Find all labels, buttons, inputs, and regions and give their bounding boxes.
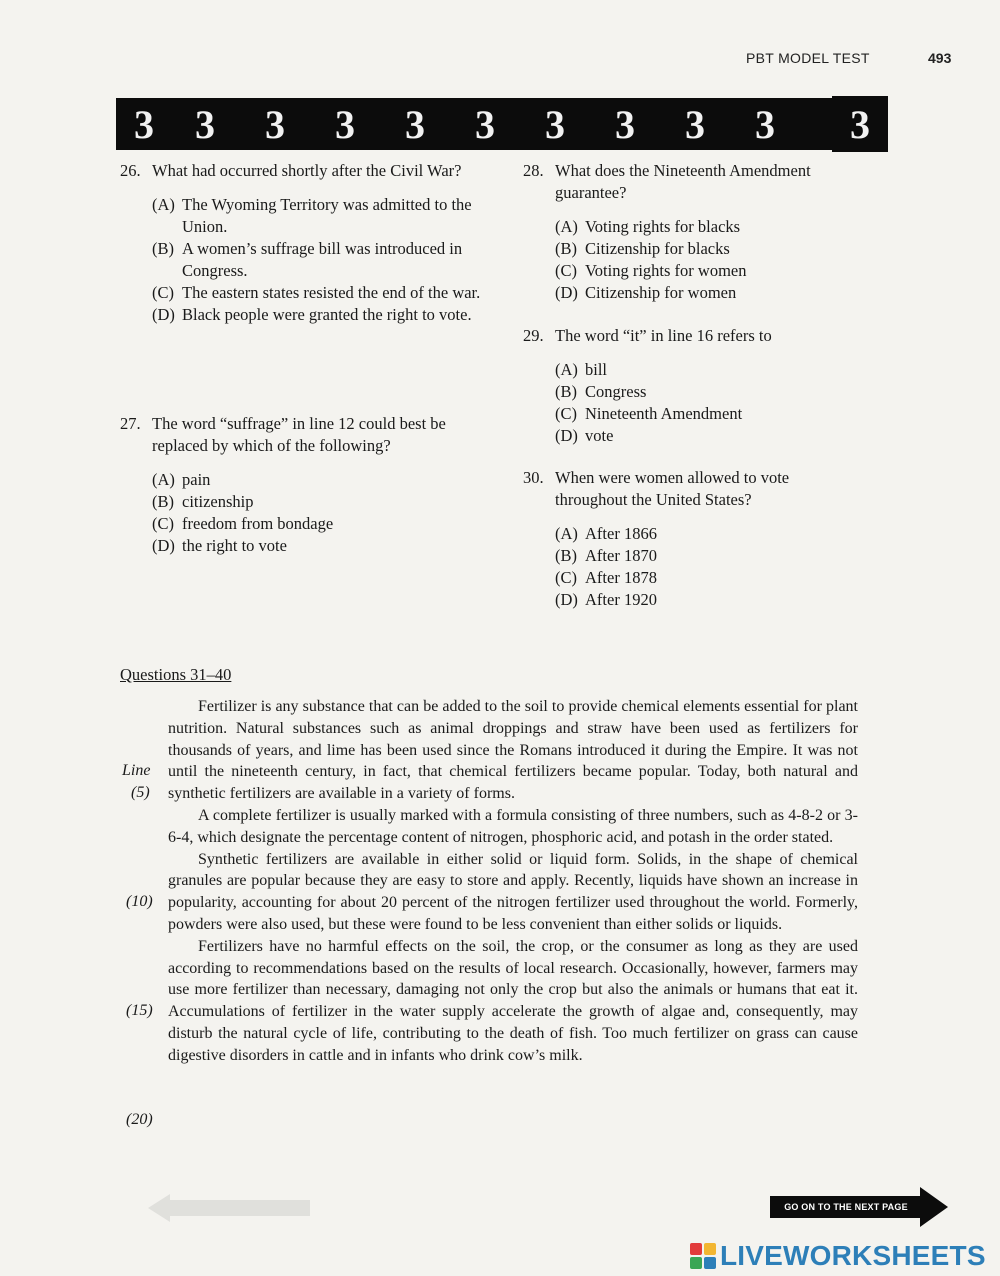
question-text: When were women allowed to vote throughout the United States?: [555, 468, 790, 509]
page-number: 493: [928, 50, 952, 66]
option-letter: (A): [555, 360, 578, 379]
answer-option[interactable]: [555, 359, 903, 381]
option-letter: (D): [555, 426, 578, 445]
section-number-last: 3: [832, 96, 888, 152]
option-letter: (C): [555, 568, 577, 587]
answer-option[interactable]: [555, 589, 903, 611]
option-letter: (A): [152, 470, 175, 489]
option-letter: (A): [152, 195, 175, 214]
question-30: [523, 467, 903, 611]
passage-paragraph: A complete fertilizer is usually marked with a formula consisting of three numbers, such as 4-8-2 or 3-6-4, which designate the percentage content of nitrogen, phosphoric acid, and potash in the order stated.: [168, 806, 858, 846]
section-number: 3: [685, 101, 705, 147]
answer-options: [152, 194, 500, 326]
option-letter: (D): [555, 590, 578, 609]
option-text: After 1870: [585, 546, 657, 565]
option-text: freedom from bondage: [182, 514, 334, 533]
option-text: vote: [585, 426, 614, 445]
answer-option[interactable]: [555, 282, 903, 304]
answer-options: [555, 216, 903, 304]
option-text: After 1878: [585, 568, 657, 587]
question-number: 27.: [120, 414, 141, 433]
line-marker: (10): [126, 893, 153, 910]
option-text: Citizenship for blacks: [585, 239, 730, 258]
answer-option[interactable]: [152, 238, 500, 282]
answer-option[interactable]: [555, 403, 903, 425]
option-letter: (B): [555, 382, 577, 401]
option-text: The Wyoming Territory was admitted to the Union.: [182, 195, 472, 236]
question-29: [523, 325, 903, 447]
option-text: the right to vote: [182, 536, 287, 555]
option-text: citizenship: [182, 492, 254, 511]
option-letter: (A): [555, 524, 578, 543]
option-text: After 1866: [585, 524, 657, 543]
answer-option[interactable]: [152, 282, 500, 304]
option-letter: (B): [555, 239, 577, 258]
option-letter: (B): [555, 546, 577, 565]
answer-option[interactable]: [152, 304, 500, 326]
option-text: Congress: [585, 382, 647, 401]
answer-option[interactable]: [555, 425, 903, 447]
question-number: 28.: [523, 161, 544, 180]
line-marker: Line: [122, 762, 151, 779]
option-letter: (C): [152, 514, 174, 533]
option-letter: (D): [152, 305, 175, 324]
option-letter: (B): [152, 239, 174, 258]
answer-option[interactable]: [555, 523, 903, 545]
logo-mark-icon: [690, 1243, 716, 1269]
answer-option[interactable]: [555, 216, 903, 238]
answer-option[interactable]: [555, 260, 903, 282]
page-header-title: PBT MODEL TEST: [746, 50, 870, 66]
section-number: 3: [265, 101, 285, 147]
line-marker: (15): [126, 1002, 153, 1019]
question-text: What had occurred shortly after the Civil War?: [152, 161, 462, 180]
option-letter: (A): [555, 217, 578, 236]
next-page-button[interactable]: [770, 1196, 922, 1218]
section-number: 3: [134, 101, 154, 147]
answer-option[interactable]: [152, 535, 500, 557]
next-page-arrow-icon: [920, 1187, 948, 1227]
option-text: Citizenship for women: [585, 283, 737, 302]
answer-option[interactable]: [152, 513, 500, 535]
answer-option[interactable]: [555, 545, 903, 567]
option-letter: (D): [152, 536, 175, 555]
section-number: 3: [335, 101, 355, 147]
option-text: A women’s suffrage bill was introduced in Congress.: [182, 239, 463, 280]
question-number: 29.: [523, 326, 544, 345]
line-marker: (5): [131, 784, 150, 801]
section-number: 3: [405, 101, 425, 147]
question-28: [523, 160, 903, 304]
section-number: 3: [615, 101, 635, 147]
option-text: Black people were granted the right to vote.: [182, 305, 472, 324]
section-number: 3: [195, 101, 215, 147]
question-text: The word “it” in line 16 refers to: [555, 326, 772, 345]
answer-option[interactable]: [152, 491, 500, 513]
option-text: bill: [585, 360, 608, 379]
reading-passage: [168, 696, 858, 1067]
section-number: 3: [545, 101, 565, 147]
option-letter: (B): [152, 492, 174, 511]
section-number: 3: [475, 101, 495, 147]
option-letter: (C): [555, 261, 577, 280]
option-text: pain: [182, 470, 211, 489]
passage-paragraph: Fertilizers have no harmful effects on the soil, the crop, or the consumer as long as they are used according to recommendations based on the results of local research. Occasionally, however, farmers may use more fertilizer than necessary, damaging not only the crop but also the animals or humans that eat it. Accumulations of fertilizer in the water supply accelerate the growth of algae and, consequently, may disturb the natural cycle of life, contributing to the death of fish. Too much fertilizer on grass can cause digestive disorders in cattle and in infants who drink cow’s milk.: [168, 937, 858, 1064]
faded-back-arrow-icon: [148, 1194, 310, 1222]
option-text: After 1920: [585, 590, 657, 609]
option-text: Voting rights for women: [585, 261, 747, 280]
answer-option[interactable]: [555, 238, 903, 260]
option-text: The eastern states resisted the end of the war.: [182, 283, 481, 302]
option-letter: (C): [152, 283, 174, 302]
question-27: [120, 413, 500, 557]
option-letter: (C): [555, 404, 577, 423]
question-26: [120, 160, 500, 326]
question-number: 30.: [523, 468, 544, 487]
section-number: 3: [755, 101, 775, 147]
question-number: 26.: [120, 161, 141, 180]
liveworksheets-logo: [690, 1240, 986, 1272]
answer-options: [555, 523, 903, 611]
answer-option[interactable]: [152, 469, 500, 491]
next-page-label: GO ON TO THE NEXT PAGE: [784, 1202, 908, 1212]
question-text: What does the Nineteenth Amendment guarantee?: [555, 161, 811, 202]
section-number-band: [116, 98, 888, 150]
option-letter: (D): [555, 283, 578, 302]
answer-options: [152, 469, 500, 557]
question-text: The word “suffrage” in line 12 could best be replaced by which of the following?: [152, 414, 446, 455]
line-marker: (20): [126, 1111, 153, 1128]
answer-option[interactable]: [152, 194, 500, 238]
passage-paragraph: Fertilizer is any substance that can be added to the soil to provide chemical elements essential for plant nutrition. Natural substances such as animal droppings and straw have been used as fertilizers for thousands of years, and lime has been used since the Romans introduced it during the Empire. It was not until the nineteenth century, in fact, that chemical fertilizers became popular. Today, both natural and synthetic fertilizers are available in a variety of forms.: [168, 698, 858, 803]
answer-option[interactable]: [555, 567, 903, 589]
answer-option[interactable]: [555, 381, 903, 403]
option-text: Nineteenth Amendment: [585, 404, 743, 423]
logo-text: LIVEWORKSHEETS: [720, 1240, 986, 1271]
passage-paragraph: Synthetic fertilizers are available in either solid or liquid form. Solids, in the shape of chemical granules are popular because they are easy to store and apply. Recently, liquids have shown an increase in popularity, accounting for about 20 percent of the nitrogen fertilizer used throughout the world. Formerly, powders were also used, but these were found to be less convenient than either solids or liquids.: [168, 850, 858, 933]
answer-options: [555, 359, 903, 447]
section-heading: Questions 31–40: [120, 665, 232, 684]
option-text: Voting rights for blacks: [585, 217, 741, 236]
